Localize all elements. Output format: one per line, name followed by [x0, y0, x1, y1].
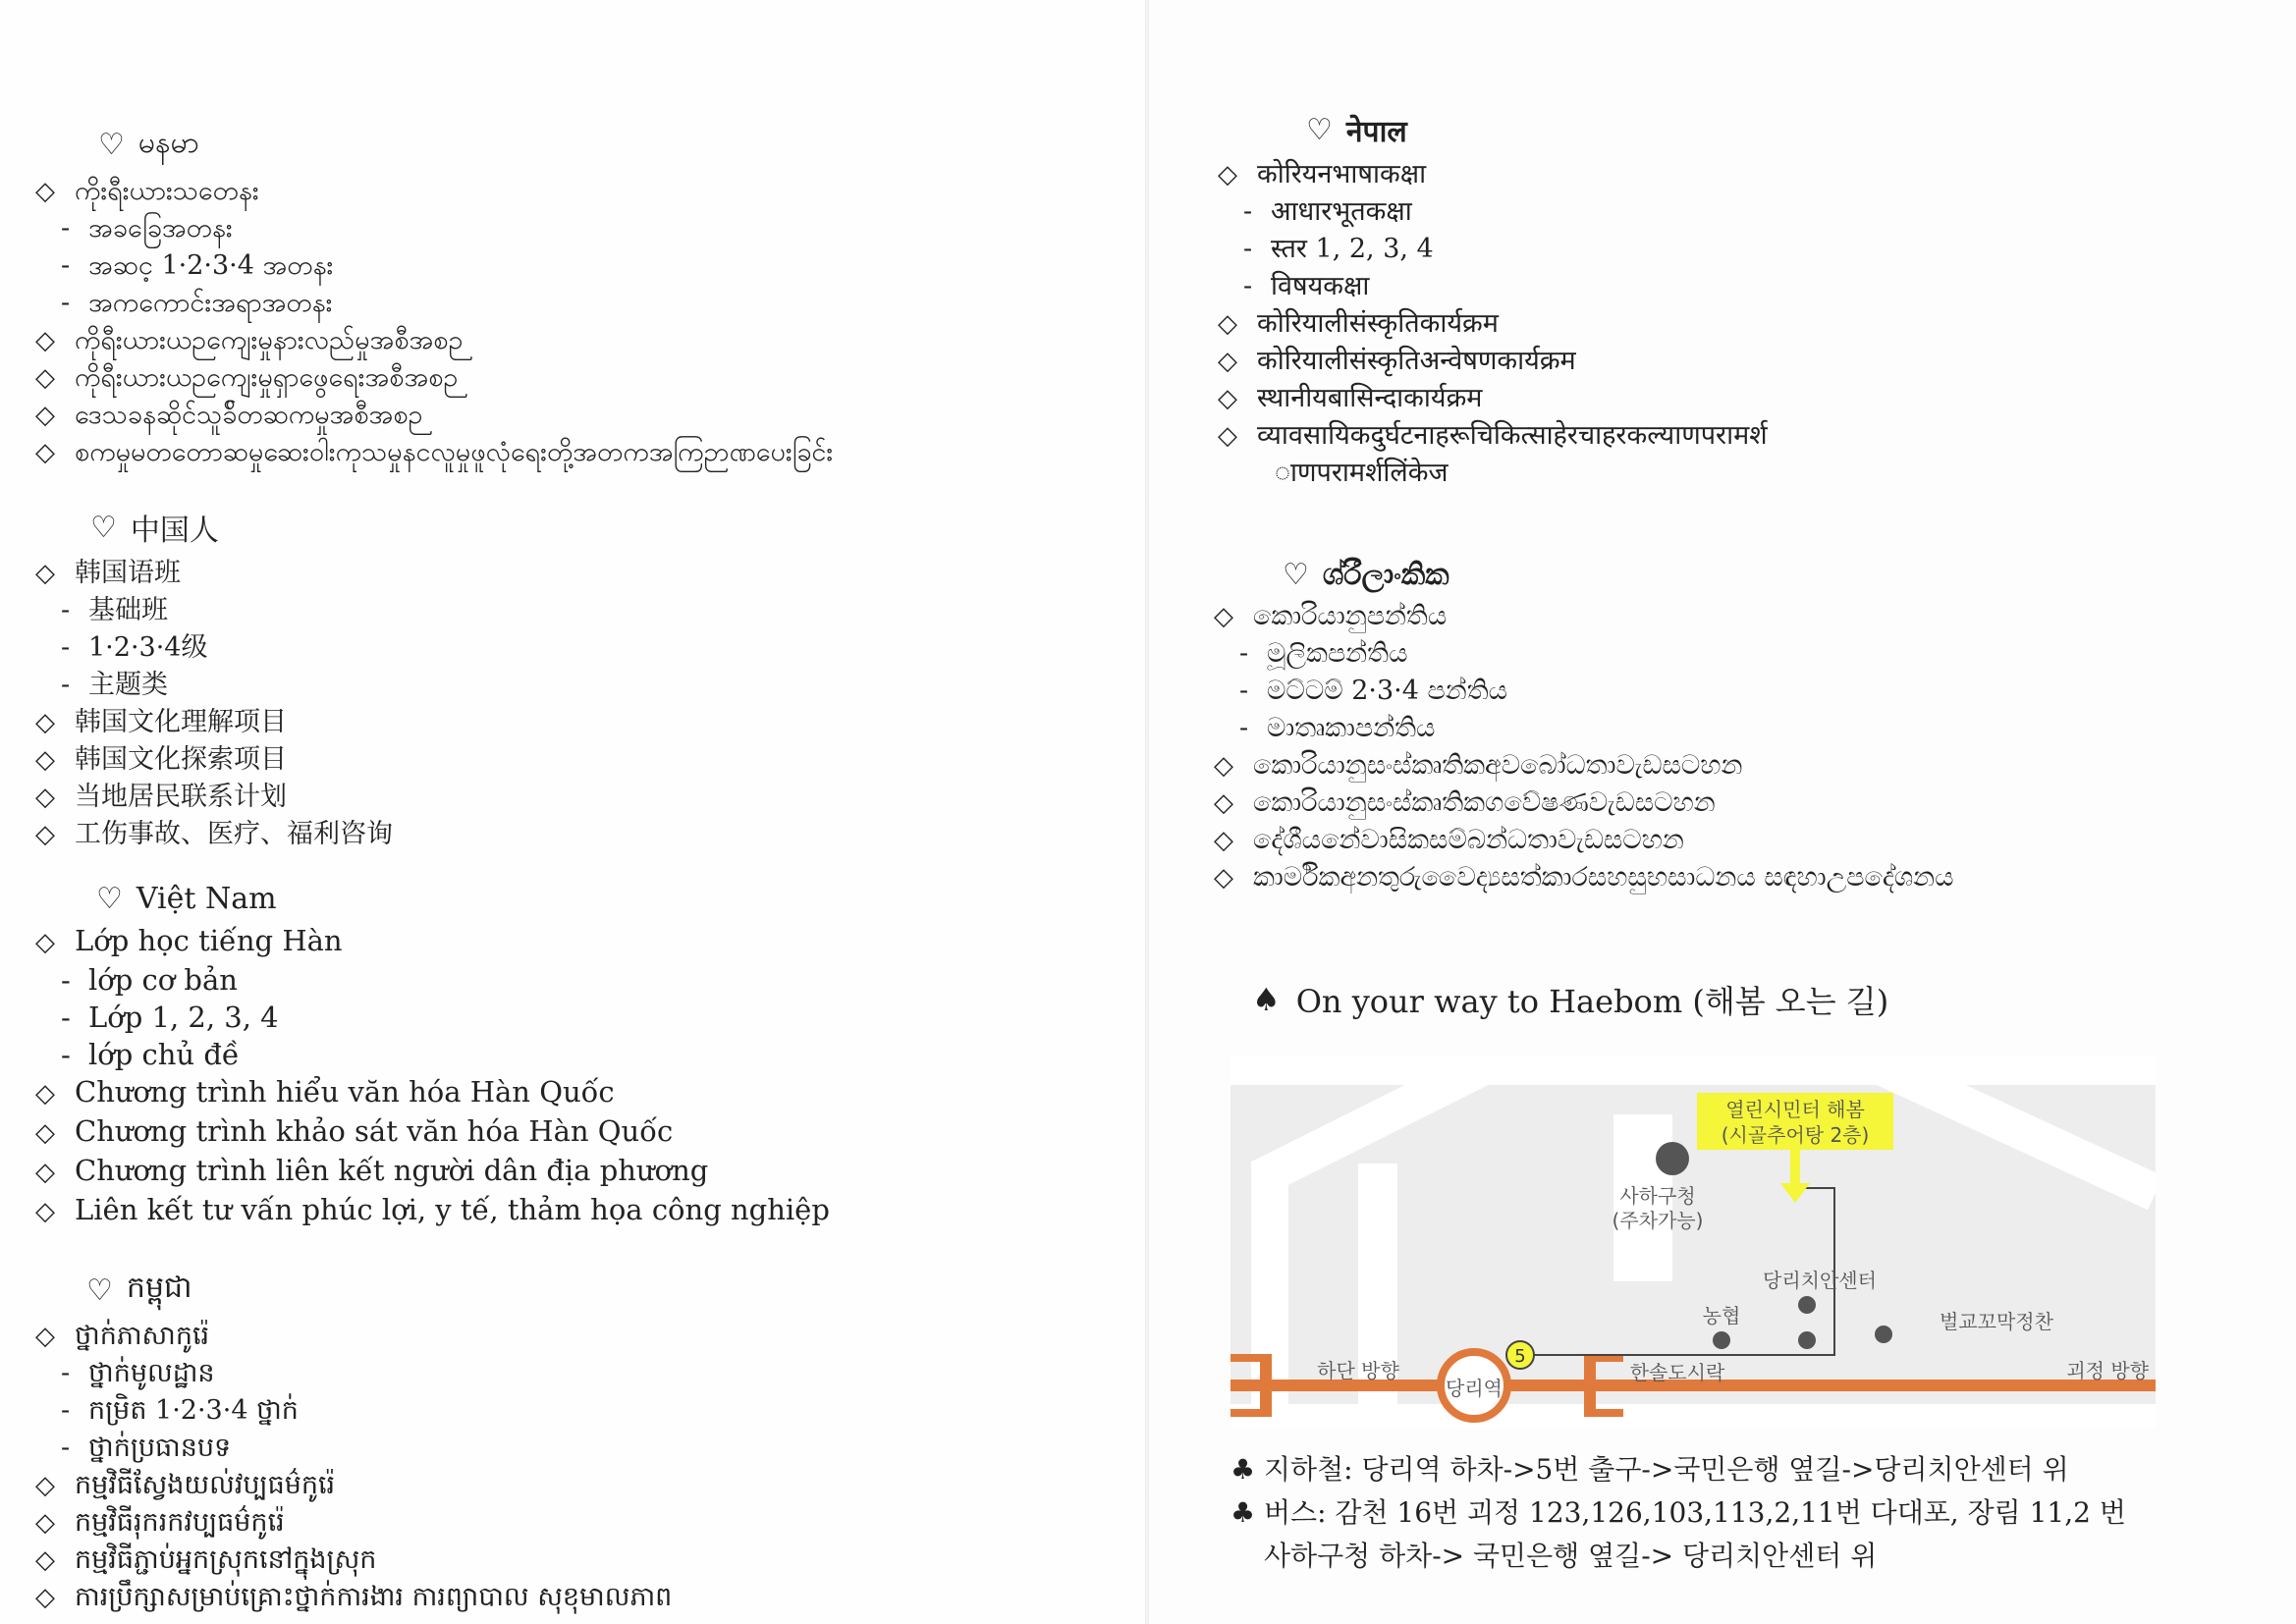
label-dangri-center: 당리치안센터 — [1763, 1269, 1877, 1292]
map-title-text: On your way to Haebom (해봄 오는 길) — [1295, 983, 1889, 1020]
item-text: កម្មវិធីស្វែងយល់វប្បធម៌កូរ៉េ — [75, 1470, 336, 1500]
item-text: Lớp 1, 2, 3, 4 — [88, 1001, 279, 1034]
section-chinese — [35, 506, 393, 853]
item-list — [35, 922, 830, 1230]
list-item — [1218, 417, 1768, 455]
diamond-icon: ◇ — [35, 438, 55, 467]
list-item — [1214, 822, 1954, 859]
item-text: ကိုရီးယားယဉကျေးမှုရှာဖွေရေးအစီအစဉ — [75, 362, 459, 393]
item-text: lớp chủ đề — [88, 1038, 240, 1071]
road-mark — [1260, 1354, 1272, 1417]
sub-list-item — [35, 210, 833, 247]
dash-icon: - — [61, 1001, 71, 1034]
sub-list-item — [1214, 710, 1954, 747]
sub-list-item — [1218, 231, 1768, 268]
item-text: කොරියානුසංස්කෘතිකගවේෂණවැඩසටහන — [1253, 787, 1716, 818]
diamond-icon: ◇ — [35, 1545, 55, 1575]
diamond-icon: ◇ — [1214, 602, 1233, 631]
item-text: အခခြေအတနး — [88, 213, 233, 244]
heart-icon: ♡ — [90, 510, 117, 545]
dash-icon: - — [61, 213, 71, 244]
list-item — [1214, 747, 1954, 785]
item-text: အကကောင်းအရာအတနး — [88, 288, 333, 318]
dash-icon: - — [61, 632, 71, 663]
item-list — [35, 173, 833, 471]
page-fold — [1145, 0, 1149, 1624]
diamond-icon: ◇ — [1214, 863, 1233, 893]
item-text: කොරියානුපන්තිය — [1253, 601, 1448, 631]
dash-icon: - — [61, 1358, 71, 1388]
label-haebom: 열린시민터 해봄 — [1725, 1098, 1865, 1121]
item-text: කාර්මිකඅනතුරුවෛද්‍යසත්කාරසහසුභසාධනය සඳහාඋපදේශනය — [1253, 862, 1954, 893]
road-mark — [1584, 1354, 1596, 1417]
dash-icon: - — [61, 1038, 71, 1071]
dash-icon: - — [61, 963, 71, 997]
item-text: ថ្នាក់ប្រធានបទ — [88, 1433, 232, 1463]
diamond-icon: ◇ — [35, 708, 55, 737]
dash-icon: - — [61, 288, 71, 318]
section-title: 中国人 — [130, 514, 219, 548]
diamond-icon: ◇ — [1214, 826, 1233, 855]
list-item — [35, 322, 833, 359]
diamond-icon: ◇ — [35, 177, 55, 206]
directions — [1230, 1448, 2126, 1578]
list-item — [35, 434, 833, 471]
diamond-icon: ◇ — [1214, 751, 1233, 781]
item-text: आधारभूतकक्षा — [1271, 196, 1412, 227]
dash-icon: - — [1243, 234, 1253, 264]
list-item — [35, 704, 393, 741]
list-item — [1218, 343, 1768, 380]
item-text: Chương trình liên kết người dân địa phương — [75, 1154, 709, 1187]
item-text: स्थानीयबासिन्दाकार्यक्रम — [1257, 383, 1483, 413]
heart-icon: ♡ — [1283, 558, 1309, 592]
item-text: स्तर 1, 2, 3, 4 — [1271, 234, 1434, 264]
list-item — [35, 816, 393, 853]
list-item — [35, 1112, 830, 1152]
dash-icon: - — [1239, 713, 1249, 743]
location-map — [1230, 1056, 2156, 1429]
item-text: මාතෘකාපන්තිය — [1267, 713, 1436, 743]
diamond-icon: ◇ — [35, 401, 55, 430]
item-text: အဆင့ 1·2·3·4 အတနး — [88, 250, 334, 281]
diamond-icon: ◇ — [1218, 160, 1237, 189]
item-text: ကိုးရီးယား‌သတေနး — [75, 176, 259, 206]
marker-building — [1798, 1331, 1816, 1349]
sub-list-item — [35, 592, 393, 629]
diamond-icon: ◇ — [35, 745, 55, 775]
list-item — [35, 741, 393, 779]
label-haebom-sub: (시골추어탕 2층) — [1721, 1123, 1870, 1147]
heart-icon: ♡ — [98, 128, 125, 162]
sub-list-item — [1214, 635, 1954, 673]
heart-icon: ♡ — [86, 1272, 113, 1308]
item-text: कोरियनभाषाकक्षा — [1257, 159, 1427, 189]
diamond-icon: ◇ — [35, 1583, 55, 1612]
spade-icon: ♠ — [1252, 981, 1281, 1018]
item-text: ការប្រឹក្សាសម្រាប់គ្រោះថ្នាក់ការងារ ការព្យាបាល សុខុមាលភាព — [75, 1582, 673, 1612]
label-hansol: 한솔도시락 — [1629, 1361, 1725, 1384]
item-text: 当地居民联系计划 — [75, 782, 287, 812]
diamond-icon: ◇ — [1218, 421, 1237, 451]
section-myanmar — [35, 123, 833, 471]
list-item — [1214, 859, 1954, 896]
item-list — [35, 1318, 672, 1616]
item-text: កម្រិត 1·2·3·4 ថ្នាក់ — [88, 1395, 299, 1426]
sub-list-item — [35, 961, 830, 999]
section-srilanka — [1214, 558, 1954, 896]
item-text: 韩国文化探索项目 — [75, 744, 287, 775]
dash-icon: - — [61, 595, 71, 625]
heart-icon: ♡ — [1306, 113, 1333, 147]
diamond-icon: ◇ — [35, 1322, 55, 1351]
sub-list-item — [35, 667, 393, 704]
item-text: 1·2·3·4级 — [88, 632, 208, 663]
item-text: Chương trình hiểu văn hóa Hàn Quốc — [75, 1075, 615, 1109]
item-text: စကမှုမတတောဆမှုဆေးဝါးကုသမှုနငလူမှုဖူလုံရေးတို့အတကအကြဉာဏပေးခြင်း — [75, 437, 834, 467]
direction-label-west: 하단 방향 — [1317, 1359, 1399, 1382]
diamond-icon: ◇ — [1218, 309, 1237, 339]
section-title: မနမာ — [137, 126, 200, 160]
list-item — [35, 1542, 672, 1579]
list-item — [35, 1152, 830, 1191]
marker-saha — [1656, 1142, 1689, 1175]
item-text: ថ្នាក់មូលដ្ឋាន — [88, 1358, 215, 1388]
item-text: කොරියානුසංස්කෘතිකඅවබෝධතාවැඩසටහන — [1253, 750, 1743, 781]
diamond-icon: ◇ — [1214, 788, 1233, 818]
diamond-icon: ◇ — [35, 363, 55, 393]
sub-list-item — [1218, 193, 1768, 231]
sub-list-item — [35, 1430, 672, 1467]
diamond-icon: ◇ — [35, 1197, 55, 1226]
dash-icon: - — [1239, 638, 1249, 669]
item-text: මට්ටම් 2·3·4 පන්තිය — [1267, 676, 1508, 706]
item-text: 基础班 — [88, 595, 168, 625]
section-title: नेपाल — [1345, 115, 1407, 149]
list-item — [35, 1318, 672, 1355]
item-text: कोरियालीसंस्कृतिकार्यक्रम — [1257, 308, 1499, 339]
list-item-continuation — [1218, 455, 1768, 492]
diamond-icon: ◇ — [35, 1079, 55, 1109]
item-text: Chương trình khảo sát văn hóa Hàn Quốc — [75, 1114, 674, 1148]
bus-directions: ♣ 버스: 감천 16번 괴정 123,126,103,113,2,11번 다대포, 장림 11,2 번 — [1230, 1491, 2126, 1535]
list-item — [35, 1504, 672, 1542]
sub-list-item — [35, 999, 830, 1036]
sub-list-item — [35, 1036, 830, 1073]
item-text: ाणपरामर्शलिंकेज — [1275, 458, 1449, 488]
section-title: កម្ពុជា — [126, 1271, 192, 1305]
diamond-icon: ◇ — [35, 1471, 55, 1500]
list-item — [35, 1191, 830, 1230]
list-item — [1218, 156, 1768, 193]
bus-directions-cont: 사하구청 하차-> 국민은행 옆길-> 당리치안센터 위 — [1264, 1540, 1878, 1572]
dash-icon: - — [1243, 271, 1253, 301]
list-item — [1218, 305, 1768, 343]
item-text: व्यावसायिकदुर्घटनाहरूचिकित्साहेरचाहरकल्याणपरामर्श — [1257, 420, 1768, 451]
item-text: Liên kết tư vấn phúc lợi, y tế, thảm họa công nghiệp — [75, 1193, 830, 1226]
label-saha: 사하구청 — [1619, 1184, 1696, 1208]
item-text: lớp cơ bản — [88, 963, 238, 997]
station-label: 당리역 — [1446, 1377, 1503, 1400]
item-text: Lớp học tiếng Hàn — [75, 924, 343, 957]
item-text: දේශීයනේවාසිකසම්බන්ධතාවැඩසටහන — [1253, 825, 1684, 855]
dash-icon: - — [61, 1433, 71, 1463]
diamond-icon: ◇ — [35, 1158, 55, 1187]
diamond-icon: ◇ — [35, 820, 55, 849]
list-item — [35, 173, 833, 210]
club-icon: ♣ — [1230, 1496, 1256, 1529]
marker-nh — [1713, 1331, 1730, 1349]
item-text: ဒေသခနဆိုင်သူခ်ိတဆကမှုအစီအစဉ — [75, 400, 423, 430]
item-list — [1218, 156, 1768, 492]
list-item — [35, 397, 833, 434]
diamond-icon: ◇ — [1218, 347, 1237, 376]
list-item — [1218, 380, 1768, 417]
section-nepal — [1218, 110, 1768, 492]
sub-list-item — [35, 285, 833, 322]
list-item — [35, 922, 830, 961]
subway-directions: ♣ 지하철: 당리역 하차->5번 출구->국민은행 옆길->당리치안센터 위 — [1230, 1448, 2126, 1491]
heart-icon: ♡ — [96, 882, 123, 916]
marker-dangri-center — [1798, 1296, 1816, 1314]
label-saha-sub: (주차가능) — [1612, 1209, 1704, 1232]
item-text: 主题类 — [88, 670, 168, 700]
list-item — [1214, 785, 1954, 822]
dash-icon: - — [1243, 196, 1253, 227]
direction-label-east: 괴정 방향 — [2066, 1359, 2149, 1382]
dash-icon: - — [61, 250, 71, 281]
map-title — [1252, 977, 1888, 1022]
section-title: ශ්රීලාංකික — [1322, 558, 1449, 592]
diamond-icon: ◇ — [35, 1508, 55, 1538]
list-item — [35, 1579, 672, 1616]
section-title: Việt Nam — [136, 882, 277, 916]
club-icon: ♣ — [1230, 1453, 1256, 1486]
item-text: विषयकक्षा — [1271, 271, 1370, 301]
item-text: កម្មវិធីភ្ជាប់អ្នកស្រុកនៅក្នុងស្រុក — [75, 1544, 377, 1575]
dash-icon: - — [61, 1395, 71, 1426]
section-khmer — [35, 1269, 672, 1616]
dash-icon: - — [1239, 676, 1249, 706]
item-text: कोरियालीसंस्कृतिअन्वेषणकार्यक्रम — [1257, 346, 1576, 376]
item-text: កម្មវិធីរុករកវប្បធម៌កូរ៉េ — [75, 1507, 285, 1538]
sub-list-item — [35, 1392, 672, 1430]
exit-number: 5 — [1514, 1346, 1526, 1367]
item-text: මූලිකපන්තිය — [1267, 638, 1408, 669]
list-item — [35, 779, 393, 816]
sub-list-item — [35, 247, 833, 285]
marker-beolgyo — [1875, 1326, 1892, 1343]
diamond-icon: ◇ — [35, 1118, 55, 1148]
sub-list-item — [35, 1355, 672, 1392]
diamond-icon: ◇ — [35, 559, 55, 588]
diamond-icon: ◇ — [35, 928, 55, 957]
item-text: ကိုရီးယားယဉကျေးမှုနားလည်မှုအစီအစဉ — [75, 325, 464, 355]
item-text: 韩国文化理解项目 — [75, 707, 287, 737]
label-beolgyo: 벌교꼬막정찬 — [1940, 1310, 2053, 1333]
sub-list-item — [1218, 268, 1768, 305]
list-item — [35, 359, 833, 397]
list-item — [35, 555, 393, 592]
section-vietnam — [35, 882, 830, 1230]
diamond-icon: ◇ — [35, 326, 55, 355]
diamond-icon: ◇ — [1218, 384, 1237, 413]
list-item — [1214, 598, 1954, 635]
item-text: 韩国语班 — [75, 558, 181, 588]
dash-icon: - — [61, 670, 71, 700]
list-item — [35, 1073, 830, 1112]
sub-list-item — [1214, 673, 1954, 710]
item-text: ថ្នាក់ភាសាកូរ៉េ — [75, 1321, 210, 1351]
diamond-icon: ◇ — [35, 783, 55, 812]
item-list — [1214, 598, 1954, 896]
item-list — [35, 555, 393, 853]
list-item — [35, 1467, 672, 1504]
label-nh: 농협 — [1702, 1304, 1741, 1327]
item-text: 工伤事故、医疗、福利咨询 — [75, 819, 393, 849]
sub-list-item — [35, 629, 393, 667]
